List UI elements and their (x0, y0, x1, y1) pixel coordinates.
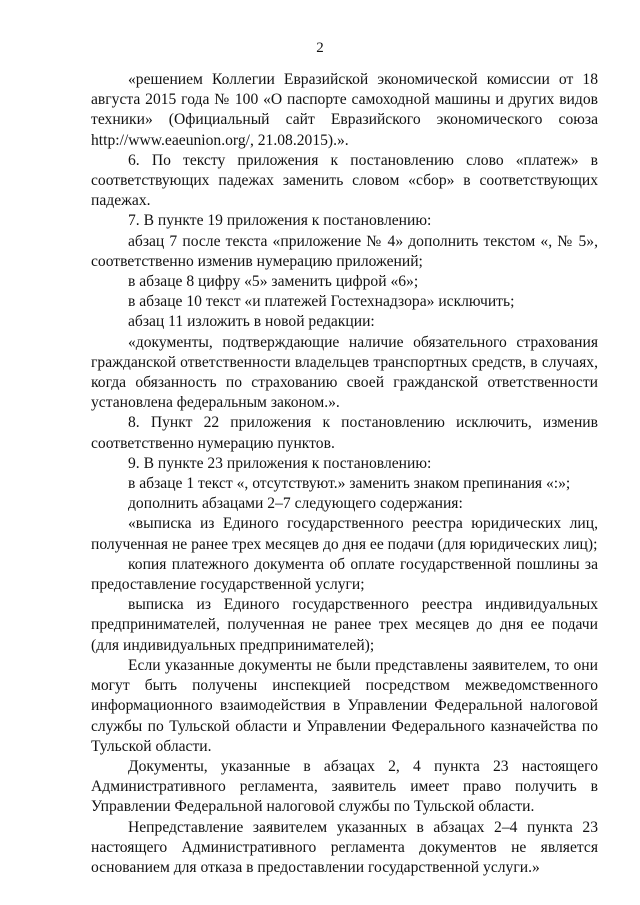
paragraph-item-7: 7. В пункте 19 приложения к постановлению: (128, 212, 432, 230)
paragraph-item-8: 8. Пункт 22 приложения к постановлению исключить, изменив соответственно нумерацию пунктов. (91, 414, 598, 452)
paragraph-entrepreneurs-extract: выписка из Единого государственного реестра индивидуальных предпринимателей, полученная не ранее трех месяцев до дня ее подачи (для индивидуальных предпринимателей); (91, 596, 598, 654)
paragraph-item-9-add-abzacs: дополнить абзацами 2–7 следующего содержания: (128, 495, 463, 513)
paragraph-documents-right: Документы, указанные в абзацах 2, 4 пункта 23 настоящего Административного регламента, заявитель имеет право получить в Управлении Федеральной налоговой службы по Тульской области. (91, 757, 598, 816)
paragraph-payment-copy: копия платежного документа об оплате государственной пошлины за предоставление государственной услуги; (91, 555, 598, 594)
paragraph-non-submission: Непредставление заявителем указанных в абзацах 2–4 пункта 23 настоящего Административного регламента документов не является основанием для отказа в предоставлении государственной услуги.» (91, 818, 598, 876)
paragraph-insurance-documents: «документы, подтверждающие наличие обязательного страхования гражданской ответственности владельцев транспортных средств, в случаях, когда обязанность по страхованию своей гражданской ответственности установлена федеральным законом.». (91, 333, 598, 412)
paragraph-item-7-abzac-11: абзац 11 изложить в новой редакции: (128, 313, 375, 331)
paragraph-item-9: 9. В пункте 23 приложения к постановлению: (128, 454, 432, 472)
paragraph-item-7-abzac-7: абзац 7 после текста «приложение № 4» дополнить текстом «, № 5», соответственно изменив нумерацию приложений; (91, 232, 598, 270)
paragraph-interagency-request: Если указанные документы не были представлены заявителем, то они могут быть получены инспекцией посредством межведомственного информационного взаимодействия в Управлении Федеральной налоговой службы по Тульской области и Управлении Федерального казначейства по Тульской области. (91, 656, 598, 755)
paragraph-item-6: 6. По тексту приложения к постановлению слово «платеж» в соответствующих падежах заменить словом «сбор» в соответствующих падежах. (91, 151, 598, 210)
paragraph-item-7-abzac-8: в абзаце 8 цифру «5» заменить цифрой «6»; (128, 273, 419, 291)
paragraph-item-7-abzac-10: в абзаце 10 текст «и платежей Гостехнадзора» исключить; (128, 293, 515, 311)
document-body (91, 70, 598, 878)
paragraph-item-9-abzac-1: в абзаце 1 текст «, отсутствуют.» заменить знаком препинания «:»; (128, 475, 571, 493)
page-number: 2 (316, 40, 324, 56)
paragraph-decision-reference: «решением Коллегии Евразийской экономической комиссии от 18 августа 2015 года № 100 «О паспорте самоходной машины и других видов техники» (Официальный сайт Евразийского экономического союза http://www.eaeunion.org/, 21.08.2015).». (91, 71, 598, 149)
paragraph-legal-entities-extract: «выписка из Единого государственного реестра юридических лиц, полученная не ранее трех месяцев до дня ее подачи (для юридических лиц); (91, 515, 598, 553)
